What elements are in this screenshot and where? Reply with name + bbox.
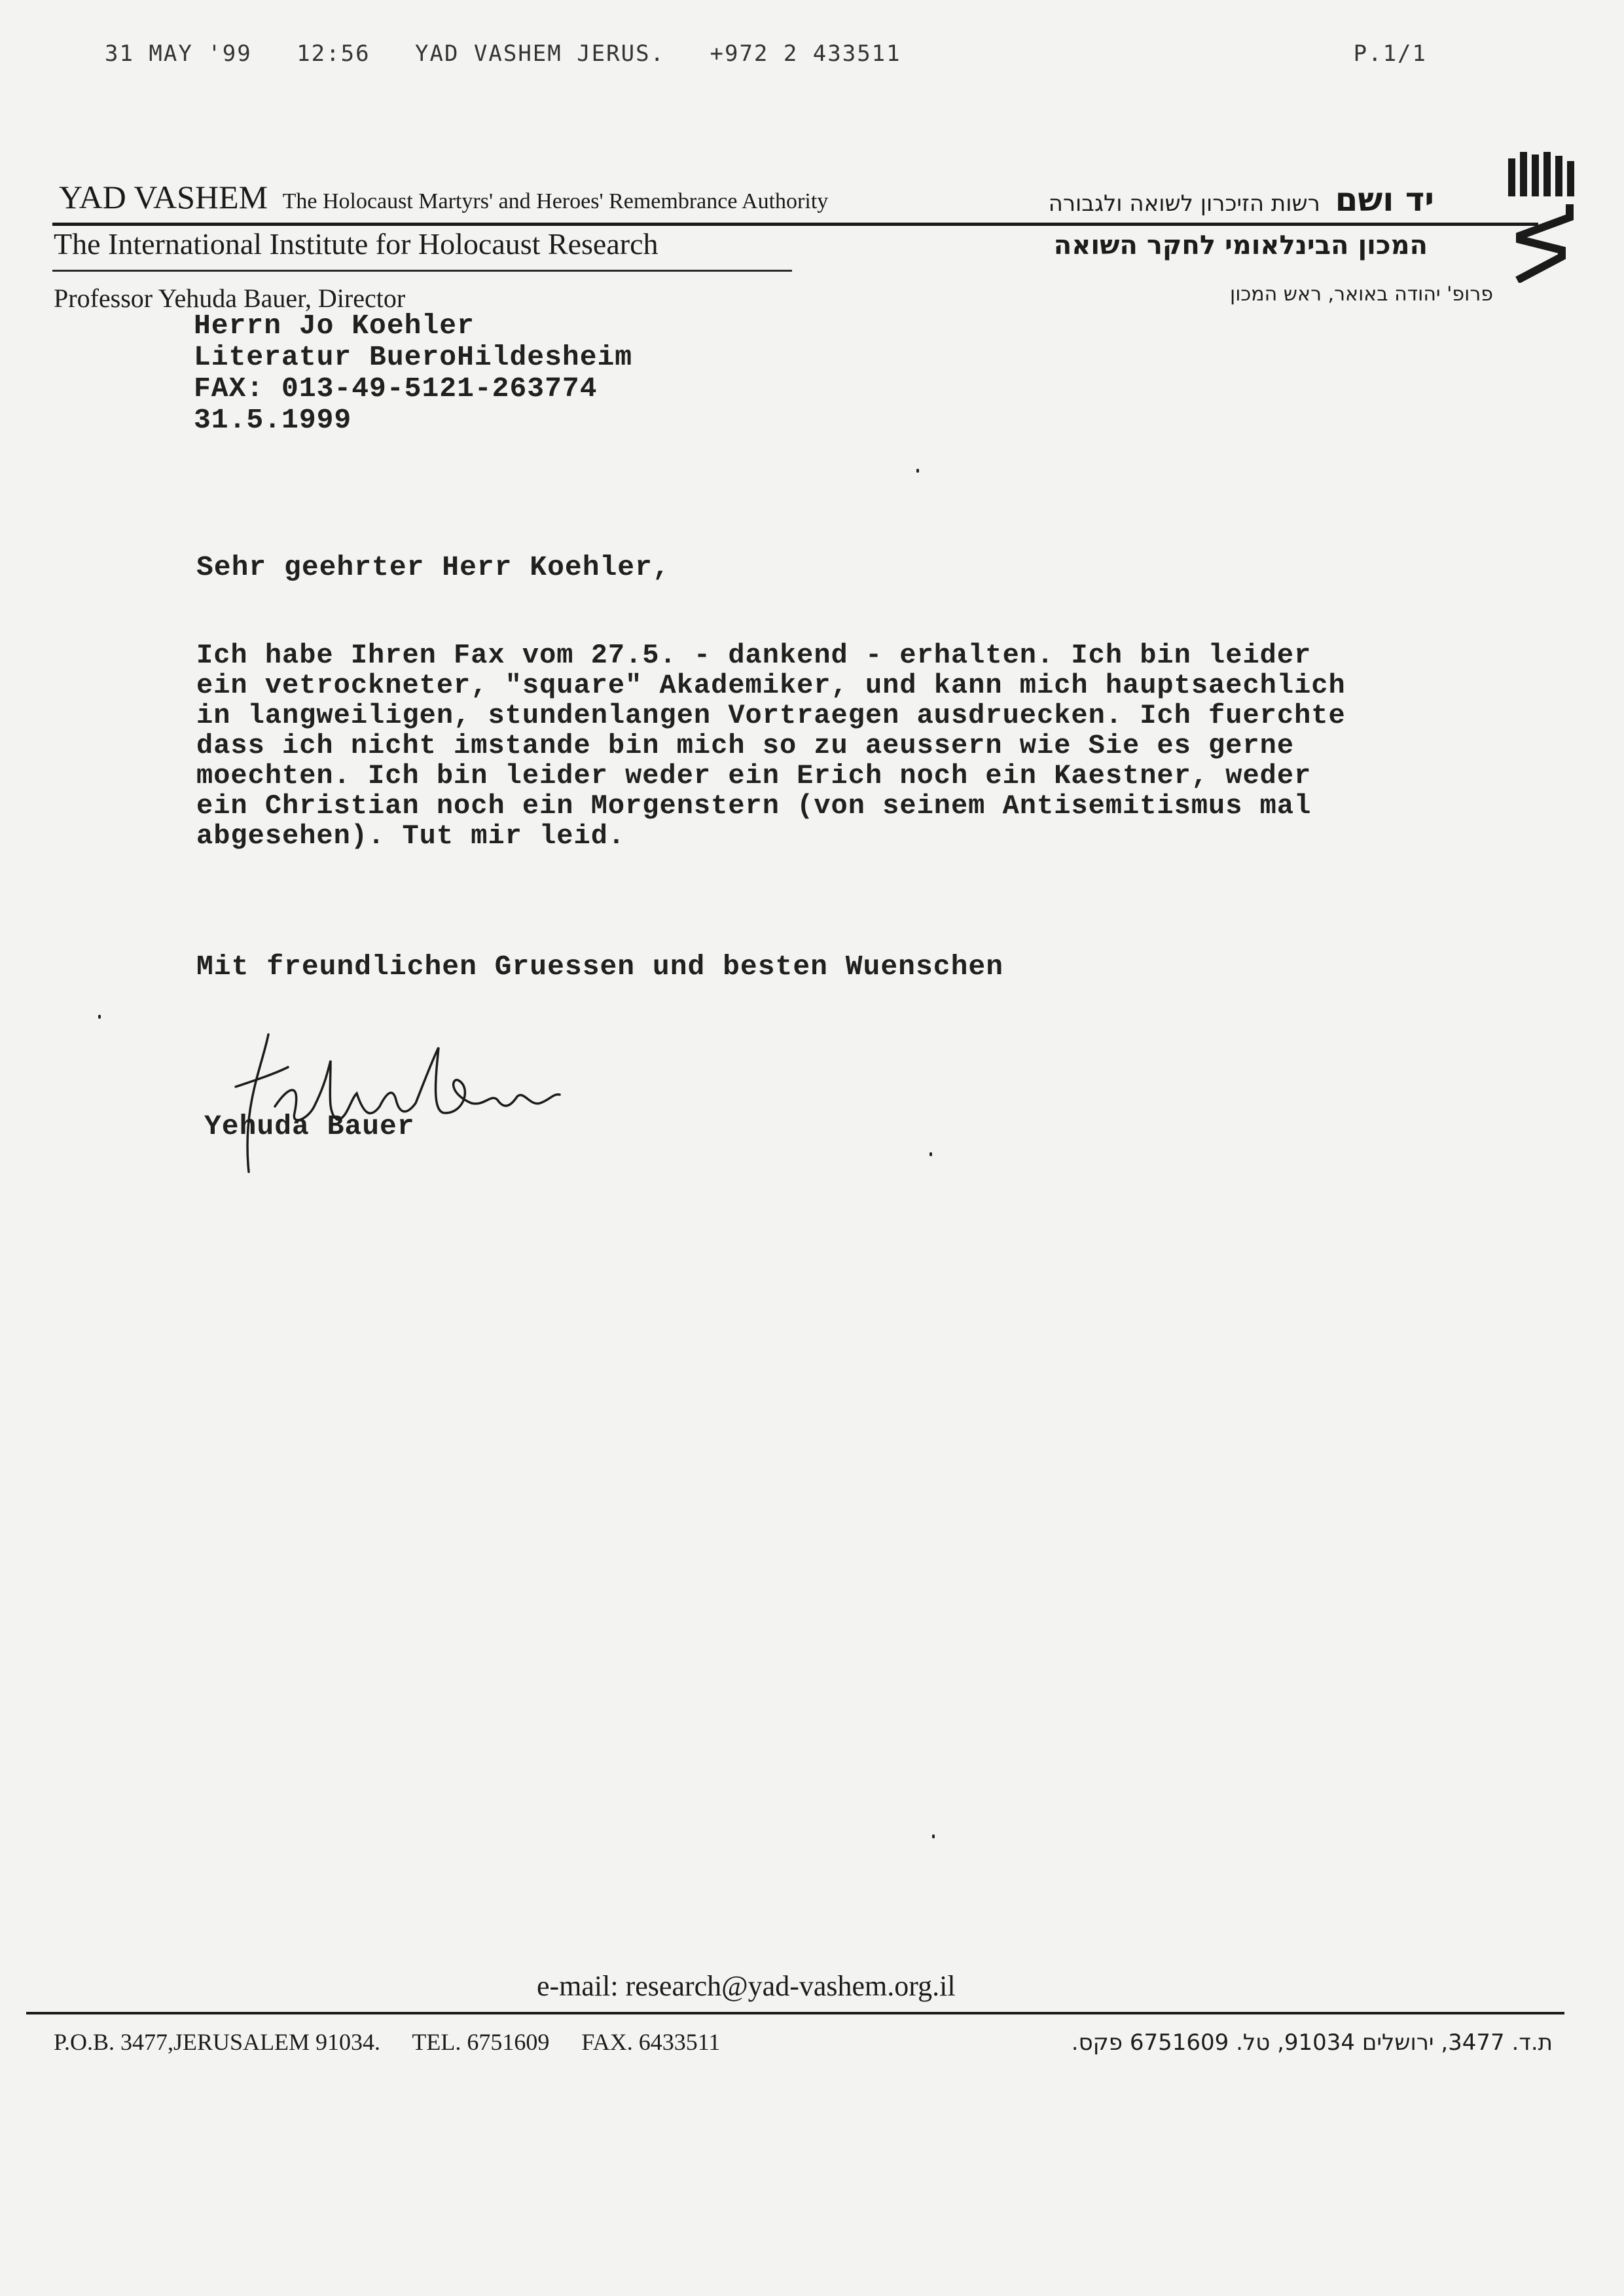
fax-phone: +972 2 433511	[710, 41, 901, 67]
scan-speck	[929, 1152, 932, 1156]
body-line: abgesehen). Tut mir leid.	[196, 820, 626, 852]
body-line: ein Christian noch ein Morgenstern (von seinem Antisemitismus mal	[196, 790, 1312, 822]
director-line: Professor Yehuda Bauer, Director	[54, 283, 406, 313]
scan-speck	[98, 1015, 101, 1019]
letter-date: 31.5.1999	[194, 404, 352, 436]
footer-fax: FAX. 6433511	[581, 2029, 721, 2055]
institute-name-hebrew: המכון הבינלאומי לחקר השואה	[1053, 230, 1428, 261]
body-line: ein vetrockneter, "square" Akademiker, und kann mich hauptsaechlich	[196, 670, 1346, 701]
fax-sender: YAD VASHEM JERUS.	[415, 41, 666, 67]
letterhead-rule	[52, 223, 1538, 226]
handwritten-signature	[196, 1021, 563, 1178]
footer-contact-hebrew: ת.ד. 3477, ירושלים 91034, טל. 6751609 פקס.	[1071, 2030, 1553, 2056]
fax-transmission-header	[105, 41, 1427, 67]
footer-contact	[54, 2028, 1553, 2056]
fax-date: 31 MAY '99	[105, 41, 252, 67]
recipient-address	[194, 310, 632, 436]
footer-tel: TEL. 6751609	[412, 2029, 550, 2055]
recipient-fax: FAX: 013-49-5121-263774	[194, 373, 598, 405]
body-line: moechten. Ich bin leider weder ein Erich noch ein Kaestner, weder	[196, 760, 1312, 792]
fax-page-number: P.1/1	[1353, 41, 1427, 67]
footer-rule	[26, 2012, 1564, 2014]
org-name-hebrew: יד ושם	[1335, 181, 1434, 219]
body-line: dass ich nicht imstande bin mich so zu aeussern wie Sie es gerne	[196, 730, 1295, 761]
org-name: YAD VASHEM	[59, 179, 268, 215]
recipient-office: Literatur BueroHildesheim	[194, 341, 633, 373]
institute-underline	[52, 270, 792, 272]
letter-body	[196, 640, 1346, 851]
org-tagline-hebrew: רשות הזיכרון לשואה ולגבורה	[1048, 191, 1320, 217]
closing-line: Mit freundlichen Gruessen und besten Wuenschen	[196, 951, 1003, 983]
letterhead-org-hebrew	[1049, 181, 1434, 219]
body-line: in langweiligen, stundenlangen Vortraegen ausdruecken. Ich fuerchte	[196, 700, 1346, 731]
footer-pob: P.O.B. 3477,JERUSALEM 91034.	[54, 2029, 381, 2055]
scan-speck	[916, 469, 919, 473]
yad-vashem-flame-logo-icon	[1506, 152, 1578, 283]
signature-name: Yehuda Bauer	[204, 1110, 415, 1142]
body-line: Ich habe Ihren Fax vom 27.5. - dankend - erhalten. Ich bin leider	[196, 640, 1312, 671]
salutation: Sehr geehrter Herr Koehler,	[196, 551, 670, 583]
director-line-hebrew: פרופ' יהודה באואר, ראש המכון	[1230, 283, 1493, 306]
institute-name: The International Institute for Holocaust Research	[54, 227, 659, 261]
org-tagline: The Holocaust Martyrs' and Heroes' Remembrance Authority	[282, 189, 829, 213]
fax-time: 12:56	[297, 41, 370, 67]
letterhead-org	[59, 178, 828, 216]
scan-speck	[932, 1834, 935, 1838]
footer-email: e-mail: research@yad-vashem.org.il	[537, 1970, 956, 2002]
recipient-name: Herrn Jo Koehler	[194, 310, 475, 342]
